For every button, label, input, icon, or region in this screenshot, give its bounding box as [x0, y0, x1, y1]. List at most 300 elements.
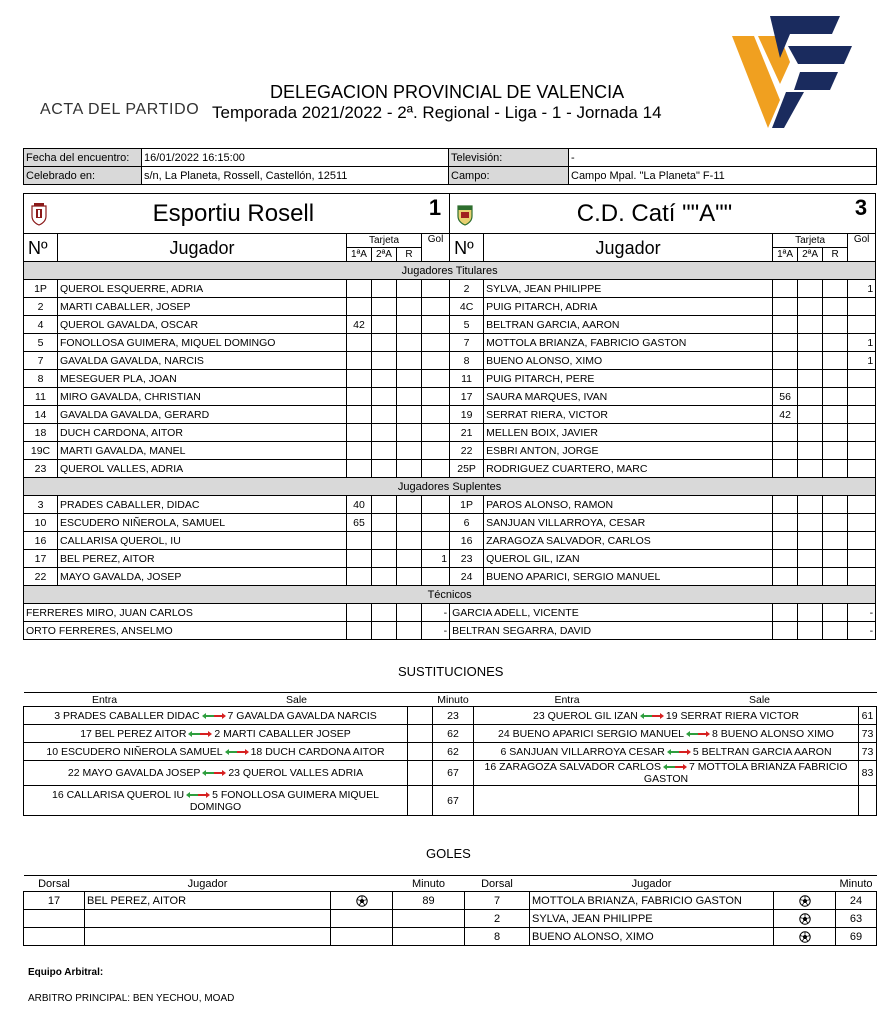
venue-label: Celebrado en: [24, 167, 142, 185]
away-goals [848, 424, 876, 442]
titulares-row [24, 388, 876, 406]
date-value: 16/01/2022 16:15:00 [142, 149, 449, 167]
away-first-yellow [773, 370, 798, 388]
date-label: Fecha del encuentro: [24, 149, 142, 167]
away-goals-dorsal-header: Dorsal [465, 876, 530, 892]
home-crest-icon [30, 202, 48, 226]
home-sub-minute: 67 [433, 786, 474, 816]
away-subs-out-header: Sale [661, 693, 859, 707]
home-red-card [397, 622, 422, 640]
titulares-row [24, 352, 876, 370]
home-goals-minute-header: Minuto [393, 876, 465, 892]
away-player-name: MOTTOLA BRIANZA, FABRICIO GASTON [484, 334, 773, 352]
home-goals [422, 568, 450, 586]
home-sub-in: 17 BEL PEREZ AITOR [80, 727, 187, 740]
home-sub-in: 22 MAYO GAVALDA JOSEP [67, 767, 201, 779]
away-player-number: 4C [450, 298, 484, 316]
home-second-yellow [372, 406, 397, 424]
venue-value: s/n, La Planeta, Rossell, Castellón, 12511 [142, 167, 449, 185]
away-col-cards: Tarjeta [773, 234, 848, 248]
home-player-number: 16 [24, 532, 58, 550]
away-goal-minute: 63 [836, 910, 877, 928]
home-first-yellow: 42 [347, 316, 372, 334]
away-goals [848, 388, 876, 406]
away-player-name: SYLVA, JEAN PHILIPPE [484, 280, 773, 298]
home-goals [422, 442, 450, 460]
home-staff-name: ORTO FERRERES, ANSELMO [24, 622, 347, 640]
titulares-row [24, 442, 876, 460]
home-goals [422, 460, 450, 478]
away-goals: 1 [848, 352, 876, 370]
home-substitution [24, 743, 408, 761]
home-first-yellow: 40 [347, 496, 372, 514]
home-col-cards: Tarjeta [347, 234, 422, 248]
home-goal-player: BEL PEREZ, AITOR [85, 892, 331, 910]
away-red-card [823, 424, 848, 442]
ball-icon [356, 895, 368, 907]
home-first-yellow [347, 334, 372, 352]
away-sub-in: 16 ZARAGOZA SALVADOR CARLOS [484, 761, 661, 773]
home-score: 1 [428, 194, 442, 220]
home-substitution [24, 725, 408, 743]
home-goals [422, 496, 450, 514]
titulares-row [24, 406, 876, 424]
tecnicos-row [24, 604, 876, 622]
away-player-number: 24 [450, 568, 484, 586]
swap-arrow-icon [185, 791, 211, 799]
home-player-number: 3 [24, 496, 58, 514]
home-red-card [397, 532, 422, 550]
home-goal-minute [393, 928, 465, 946]
away-player-number: 2 [450, 280, 484, 298]
home-first-yellow [347, 280, 372, 298]
away-first-yellow [773, 496, 798, 514]
competition-title: Temporada 2021/2022 - 2ª. Regional - Liga - 1 - Jornada 14 [212, 103, 662, 122]
home-sub-minute: 62 [433, 743, 474, 761]
home-second-yellow [372, 280, 397, 298]
home-red-card [397, 550, 422, 568]
away-substitution [474, 707, 859, 725]
away-red-card [823, 388, 848, 406]
away-substitution [474, 761, 859, 786]
away-first-yellow [773, 442, 798, 460]
away-player-name: SERRAT RIERA, VICTOR [484, 406, 773, 424]
home-player-name: QUEROL GAVALDA, OSCAR [58, 316, 347, 334]
home-goals [422, 316, 450, 334]
away-red-card [823, 622, 848, 640]
away-sub-in: 23 QUEROL GIL IZAN [533, 709, 638, 722]
field-label: Campo: [449, 167, 569, 185]
away-substitution [474, 786, 859, 816]
away-goal-minute: 24 [836, 892, 877, 910]
away-player-number: 22 [450, 442, 484, 460]
home-player-number: 22 [24, 568, 58, 586]
home-player-name: GAVALDA GAVALDA, NARCIS [58, 352, 347, 370]
away-player-name: SANJUAN VILLARROYA, CESAR [484, 514, 773, 532]
away-sub-minute: 73 [859, 743, 877, 761]
away-goal-dorsal: 2 [465, 910, 530, 928]
home-goal-minute [393, 910, 465, 928]
swap-arrow-icon [224, 748, 250, 756]
home-second-yellow [372, 550, 397, 568]
home-second-yellow [372, 622, 397, 640]
away-red-card [823, 514, 848, 532]
spacer-cell [408, 761, 433, 786]
away-goals: 1 [848, 280, 876, 298]
section-starters: Jugadores Titulares [24, 262, 876, 280]
home-player-number: 1P [24, 280, 58, 298]
away-red-card [823, 370, 848, 388]
away-sub-in: 6 SANJUAN VILLARROYA CESAR [500, 745, 665, 758]
away-goals: - [848, 604, 876, 622]
away-goal-ball [774, 910, 836, 928]
away-player-number: 19 [450, 406, 484, 424]
goals-title: GOLES [426, 846, 471, 861]
home-sub-in: 3 PRADES CABALLER DIDAC [54, 709, 200, 722]
home-sub-in: 16 CALLARISA QUEROL IU [52, 788, 185, 801]
away-second-yellow [798, 298, 823, 316]
away-player-name: PUIG PITARCH, ADRIA [484, 298, 773, 316]
home-player-number: 11 [24, 388, 58, 406]
referee-team-title: Equipo Arbitral: [28, 967, 104, 978]
away-player-number: 1P [450, 496, 484, 514]
goal-row [24, 928, 877, 946]
home-player-name: ESCUDERO NIÑEROLA, SAMUEL [58, 514, 347, 532]
home-player-number: 7 [24, 352, 58, 370]
home-goals-player-header: Jugador [85, 876, 331, 892]
home-first-yellow [347, 622, 372, 640]
home-red-card [397, 514, 422, 532]
home-first-yellow [347, 370, 372, 388]
home-goals [422, 370, 450, 388]
ball-icon [799, 895, 811, 907]
home-substitution [24, 707, 408, 725]
home-col-player: Jugador [58, 234, 347, 262]
away-player-name: QUEROL GIL, IZAN [484, 550, 773, 568]
home-goal-player [85, 910, 331, 928]
starters-body [24, 280, 876, 478]
players-table [23, 193, 876, 640]
home-player-name: MIRO GAVALDA, CHRISTIAN [58, 388, 347, 406]
ball-icon [799, 931, 811, 943]
away-player-name: MELLEN BOIX, JAVIER [484, 424, 773, 442]
substitution-row [24, 761, 877, 786]
home-subs-in-header: Entra [24, 693, 186, 707]
home-first-yellow [347, 424, 372, 442]
swap-arrow-icon [201, 712, 227, 720]
home-red-card [397, 298, 422, 316]
home-red-card [397, 406, 422, 424]
titulares-row [24, 298, 876, 316]
goal-row [24, 910, 877, 928]
ball-icon [799, 913, 811, 925]
away-goals: - [848, 622, 876, 640]
goal-row [24, 892, 877, 910]
tecnicos-row [24, 622, 876, 640]
away-red-card [823, 316, 848, 334]
away-second-yellow [798, 496, 823, 514]
home-first-yellow [347, 460, 372, 478]
home-goals [422, 532, 450, 550]
spacer-cell [408, 707, 433, 725]
home-red-card [397, 424, 422, 442]
home-red-card [397, 460, 422, 478]
away-first-yellow [773, 316, 798, 334]
home-goal-dorsal: 17 [24, 892, 85, 910]
away-first-yellow [773, 532, 798, 550]
home-team-header [24, 194, 450, 234]
home-goals [422, 406, 450, 424]
away-sub-minute [859, 786, 877, 816]
away-player-number: 23 [450, 550, 484, 568]
away-player-number: 6 [450, 514, 484, 532]
home-goals: 1 [422, 550, 450, 568]
away-second-yellow [798, 550, 823, 568]
home-goals [422, 424, 450, 442]
home-player-number: 8 [24, 370, 58, 388]
home-player-name: GAVALDA GAVALDA, GERARD [58, 406, 347, 424]
away-player-name: SAURA MARQUES, IVAN [484, 388, 773, 406]
home-second-yellow [372, 604, 397, 622]
away-first-yellow: 56 [773, 388, 798, 406]
home-sub-out: 18 DUCH CARDONA AITOR [250, 745, 385, 758]
home-subs-minute-header: Minuto [433, 693, 474, 707]
titulares-row [24, 280, 876, 298]
away-first-yellow [773, 568, 798, 586]
away-second-yellow [798, 280, 823, 298]
titulares-row [24, 334, 876, 352]
away-goals-minute-header: Minuto [836, 876, 877, 892]
away-red-card [823, 280, 848, 298]
home-second-yellow [372, 514, 397, 532]
away-first-yellow [773, 622, 798, 640]
away-goals-player-header: Jugador [530, 876, 774, 892]
substitutions-body [24, 707, 877, 816]
away-red-card [823, 334, 848, 352]
away-first-yellow [773, 460, 798, 478]
home-red-card [397, 388, 422, 406]
home-first-yellow [347, 388, 372, 406]
goals-table [23, 875, 877, 946]
home-red-card [397, 370, 422, 388]
away-second-yellow [798, 316, 823, 334]
away-goal-minute: 69 [836, 928, 877, 946]
away-col-number: Nº [450, 234, 484, 262]
home-sub-out: 7 GAVALDA GAVALDA NARCIS [227, 709, 377, 722]
away-player-name: ZARAGOZA SALVADOR, CARLOS [484, 532, 773, 550]
spacer-cell [408, 743, 433, 761]
away-col-goals: Gol [848, 234, 876, 262]
away-red-card [823, 532, 848, 550]
home-player-number: 23 [24, 460, 58, 478]
document-type: ACTA DEL PARTIDO [40, 101, 200, 118]
home-first-yellow [347, 352, 372, 370]
section-staff: Técnicos [24, 586, 876, 604]
ffcv-logo [728, 6, 858, 130]
away-second-yellow [798, 442, 823, 460]
home-col-goals: Gol [422, 234, 450, 262]
spacer-cell [408, 725, 433, 743]
home-team-name: Esportiu Rosell [152, 199, 315, 227]
swap-arrow-icon [662, 763, 688, 771]
home-col-number: Nº [24, 234, 58, 262]
home-player-number: 4 [24, 316, 58, 334]
home-player-name: QUEROL VALLES, ADRIA [58, 460, 347, 478]
away-second-yellow [798, 388, 823, 406]
match-info-table [23, 148, 877, 185]
home-player-name: MAYO GAVALDA, JOSEP [58, 568, 347, 586]
home-second-yellow [372, 424, 397, 442]
away-second-yellow [798, 370, 823, 388]
away-player-number: 7 [450, 334, 484, 352]
away-first-yellow [773, 280, 798, 298]
home-player-number: 2 [24, 298, 58, 316]
home-second-yellow [372, 316, 397, 334]
home-col-yellow1: 1ªA [347, 248, 372, 262]
home-second-yellow [372, 352, 397, 370]
titulares-row [24, 316, 876, 334]
away-first-yellow [773, 550, 798, 568]
away-sub-minute: 73 [859, 725, 877, 743]
away-subs-in-header: Entra [474, 693, 661, 707]
home-goal-ball [331, 892, 393, 910]
home-red-card [397, 568, 422, 586]
away-goal-dorsal: 8 [465, 928, 530, 946]
home-substitution [24, 786, 408, 816]
substitutions-table [23, 692, 877, 816]
away-substitution [474, 725, 859, 743]
away-red-card [823, 604, 848, 622]
swap-arrow-icon [639, 712, 665, 720]
away-red-card [823, 496, 848, 514]
home-red-card [397, 442, 422, 460]
goals-body [24, 892, 877, 946]
home-col-yellow2: 2ªA [372, 248, 397, 262]
home-player-number: 18 [24, 424, 58, 442]
away-goals: 1 [848, 334, 876, 352]
away-goal-player: MOTTOLA BRIANZA, FABRICIO GASTON [530, 892, 774, 910]
home-first-yellow [347, 298, 372, 316]
home-second-yellow [372, 298, 397, 316]
away-goal-player: SYLVA, JEAN PHILIPPE [530, 910, 774, 928]
home-sub-out: 2 MARTI CABALLER JOSEP [214, 727, 351, 740]
home-red-card [397, 496, 422, 514]
substitution-row [24, 743, 877, 761]
suplentes-row [24, 514, 876, 532]
swap-arrow-icon [187, 730, 213, 738]
home-staff-name: FERRERES MIRO, JUAN CARLOS [24, 604, 347, 622]
substitution-row [24, 786, 877, 816]
home-goal-player [85, 928, 331, 946]
away-goal-dorsal: 7 [465, 892, 530, 910]
away-sub-in: 24 BUENO APARICI SERGIO MANUEL [498, 727, 684, 740]
away-second-yellow [798, 514, 823, 532]
home-player-number: 17 [24, 550, 58, 568]
away-sub-minute: 83 [859, 761, 877, 786]
home-sub-minute: 67 [433, 761, 474, 786]
away-first-yellow [773, 604, 798, 622]
away-score: 3 [854, 194, 868, 220]
home-first-yellow [347, 442, 372, 460]
away-player-name: BUENO APARICI, SERGIO MANUEL [484, 568, 773, 586]
swap-arrow-icon [666, 748, 692, 756]
away-second-yellow [798, 352, 823, 370]
titulares-row [24, 460, 876, 478]
spacer-cell [408, 786, 433, 816]
away-second-yellow [798, 406, 823, 424]
home-second-yellow [372, 460, 397, 478]
titulares-row [24, 370, 876, 388]
tv-label: Televisión: [449, 149, 569, 167]
away-first-yellow: 42 [773, 406, 798, 424]
home-red-card [397, 334, 422, 352]
suplentes-row [24, 496, 876, 514]
home-goals-dorsal-header: Dorsal [24, 876, 85, 892]
home-second-yellow [372, 532, 397, 550]
home-second-yellow [372, 568, 397, 586]
away-player-name: RODRIGUEZ CUARTERO, MARC [484, 460, 773, 478]
home-goal-minute: 89 [393, 892, 465, 910]
home-sub-minute: 62 [433, 725, 474, 743]
away-second-yellow [798, 460, 823, 478]
away-substitution [474, 743, 859, 761]
suplentes-row [24, 568, 876, 586]
away-sub-out: 7 MOTTOLA BRIANZA FABRICIO GASTON [643, 761, 848, 785]
home-goals [422, 514, 450, 532]
home-first-yellow [347, 568, 372, 586]
away-goal-ball [774, 892, 836, 910]
home-second-yellow [372, 388, 397, 406]
home-red-card [397, 604, 422, 622]
field-value: Campo Mpal. "La Planeta" F-11 [569, 167, 877, 185]
home-player-number: 14 [24, 406, 58, 424]
home-player-name: CALLARISA QUEROL, IU [58, 532, 347, 550]
home-goals [422, 334, 450, 352]
away-second-yellow [798, 424, 823, 442]
home-first-yellow [347, 406, 372, 424]
away-goals [848, 442, 876, 460]
home-first-yellow: 65 [347, 514, 372, 532]
home-player-name: FONOLLOSA GUIMERA, MIQUEL DOMINGO [58, 334, 347, 352]
away-sub-out: 8 BUENO ALONSO XIMO [712, 727, 834, 740]
away-goals [848, 532, 876, 550]
away-player-name: ESBRI ANTON, JORGE [484, 442, 773, 460]
away-player-number: 8 [450, 352, 484, 370]
away-goals [848, 316, 876, 334]
home-second-yellow [372, 334, 397, 352]
substitution-row [24, 725, 877, 743]
away-first-yellow [773, 514, 798, 532]
away-red-card [823, 406, 848, 424]
home-player-name: MARTI GAVALDA, MANEL [58, 442, 347, 460]
away-goals [848, 568, 876, 586]
home-player-number: 5 [24, 334, 58, 352]
main-referee: ARBITRO PRINCIPAL: BEN YECHOU, MOAD [28, 993, 235, 1004]
away-goal-player: BUENO ALONSO, XIMO [530, 928, 774, 946]
home-subs-out-header: Sale [186, 693, 408, 707]
home-player-number: 10 [24, 514, 58, 532]
away-team-name: C.D. Catí ""A"" [576, 199, 733, 227]
home-goals: - [422, 604, 450, 622]
home-second-yellow [372, 370, 397, 388]
away-goals [848, 298, 876, 316]
home-goal-dorsal [24, 928, 85, 946]
away-goals [848, 370, 876, 388]
away-goals [848, 460, 876, 478]
home-red-card [397, 352, 422, 370]
home-goals [422, 388, 450, 406]
away-goals [848, 550, 876, 568]
